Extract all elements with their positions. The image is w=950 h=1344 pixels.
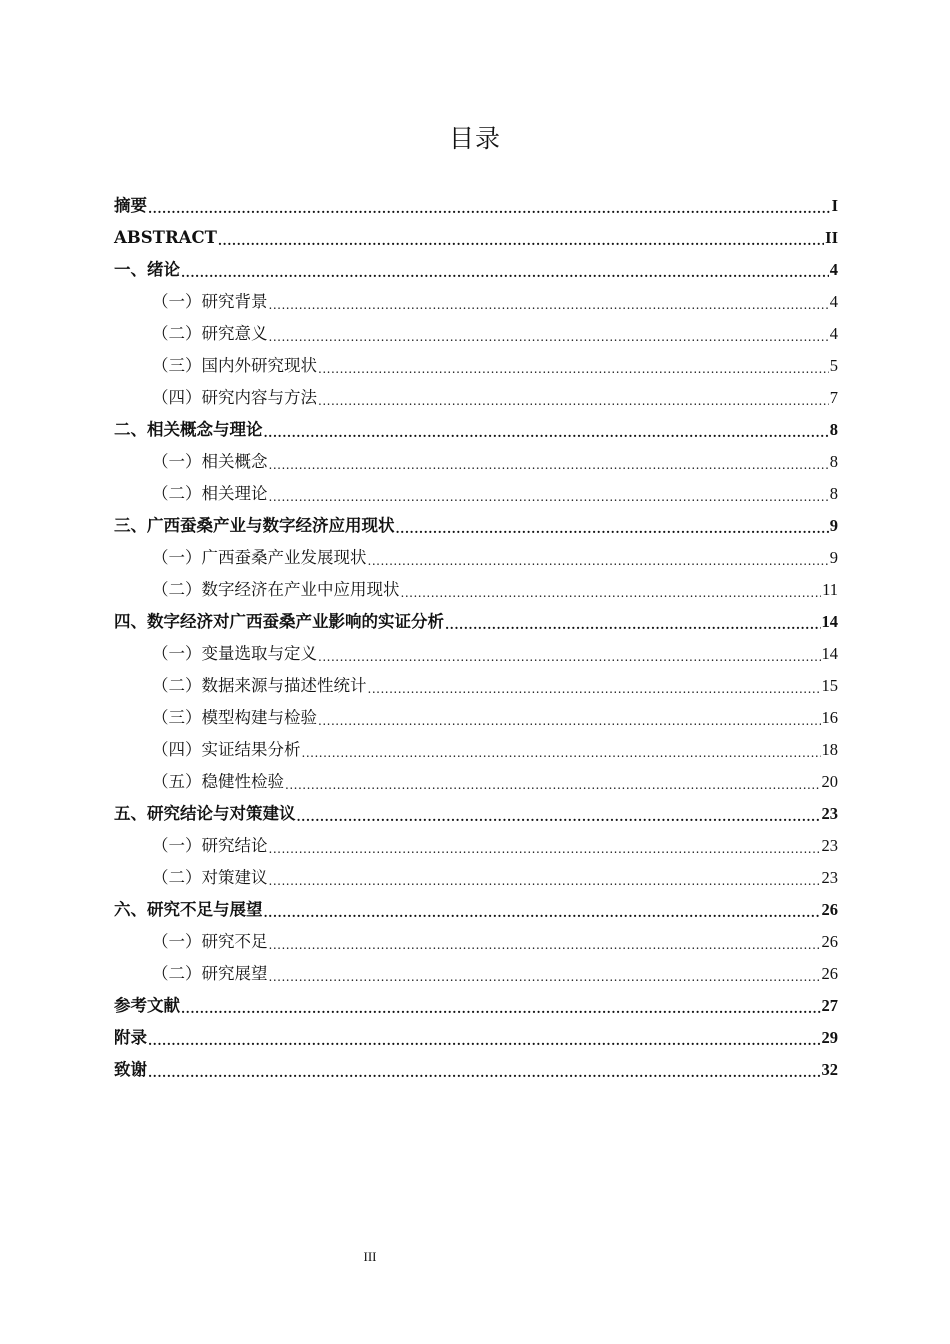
- dot-leader: [318, 353, 829, 385]
- toc-entry-title: （二）对策建议: [152, 868, 268, 887]
- toc-chapter-entry[interactable]: [114, 222, 838, 254]
- toc-section-entry[interactable]: [114, 318, 838, 350]
- toc-entry-page: 20: [821, 772, 838, 791]
- toc-section-entry[interactable]: [114, 286, 838, 318]
- toc-entry-page: 9: [829, 548, 838, 567]
- dot-leader: [445, 609, 821, 641]
- dot-leader: [269, 449, 829, 481]
- dot-leader: [269, 865, 821, 897]
- toc-entry-title: （二）相关理论: [152, 484, 268, 503]
- toc-entry-page: 11: [822, 580, 838, 599]
- dot-leader: [269, 833, 821, 865]
- toc-entry-page: 16: [821, 708, 838, 727]
- toc-entry-title: 六、研究不足与展望: [114, 900, 263, 919]
- toc-entry-title: （二）数据来源与描述性统计: [152, 676, 367, 695]
- toc-chapter-entry[interactable]: [114, 1022, 838, 1054]
- toc-entry-page: 23: [821, 804, 838, 823]
- dot-leader: [148, 1025, 821, 1057]
- dot-leader: [181, 993, 821, 1025]
- toc-entry-title: 二、相关概念与理论: [114, 420, 263, 439]
- dot-leader: [181, 257, 829, 289]
- toc-entry-title: （一）广西蚕桑产业发展现状: [152, 548, 367, 567]
- dot-leader: [269, 929, 821, 961]
- toc-chapter-entry[interactable]: [114, 990, 838, 1022]
- toc-entry-page: 4: [829, 260, 838, 279]
- toc-entry-page: 4: [829, 292, 838, 311]
- toc-entry-title: 一、绪论: [114, 260, 180, 279]
- dot-leader: [318, 705, 821, 737]
- toc-section-entry[interactable]: [114, 638, 838, 670]
- toc-entry-title: （三）国内外研究现状: [152, 356, 317, 375]
- toc-entry-page: 14: [821, 612, 838, 631]
- dot-leader: [148, 193, 831, 225]
- toc-section-entry[interactable]: [114, 382, 838, 414]
- toc-section-entry[interactable]: [114, 862, 838, 894]
- toc-entry-page: II: [825, 228, 838, 247]
- toc-section-entry[interactable]: [114, 350, 838, 382]
- toc-entry-page: 23: [821, 836, 838, 855]
- dot-leader: [318, 385, 829, 417]
- toc-entry-page: 8: [829, 452, 838, 471]
- toc-entry-title: （一）变量选取与定义: [152, 644, 317, 663]
- toc-entry-page: I: [831, 196, 838, 215]
- dot-leader: [401, 577, 822, 609]
- table-of-contents: [114, 190, 838, 1086]
- toc-entry-page: 27: [821, 996, 838, 1015]
- toc-entry-title: 三、广西蚕桑产业与数字经济应用现状: [114, 516, 395, 535]
- toc-entry-page: 4: [829, 324, 838, 343]
- toc-entry-title: 五、研究结论与对策建议: [114, 804, 296, 823]
- toc-section-entry[interactable]: [114, 958, 838, 990]
- toc-entry-title: （四）研究内容与方法: [152, 388, 317, 407]
- toc-chapter-entry[interactable]: [114, 414, 838, 446]
- toc-entry-title: （一）相关概念: [152, 452, 268, 471]
- dot-leader: [297, 801, 821, 833]
- toc-chapter-entry[interactable]: [114, 894, 838, 926]
- toc-entry-title: （二）研究意义: [152, 324, 268, 343]
- toc-chapter-entry[interactable]: [114, 798, 838, 830]
- toc-entry-title: （二）数字经济在产业中应用现状: [152, 580, 400, 599]
- dot-leader: [285, 769, 821, 801]
- dot-leader: [269, 289, 829, 321]
- toc-chapter-entry[interactable]: [114, 190, 838, 222]
- dot-leader: [148, 1057, 821, 1089]
- dot-leader: [264, 897, 821, 929]
- toc-entry-page: 15: [821, 676, 838, 695]
- toc-entry-title: （一）研究结论: [152, 836, 268, 855]
- dot-leader: [302, 737, 821, 769]
- toc-entry-page: 26: [821, 900, 838, 919]
- toc-entry-title: （二）研究展望: [152, 964, 268, 983]
- dot-leader: [368, 673, 821, 705]
- toc-entry-page: 14: [821, 644, 838, 663]
- dot-leader: [269, 321, 829, 353]
- toc-section-entry[interactable]: [114, 766, 838, 798]
- toc-entry-page: 9: [829, 516, 838, 535]
- toc-entry-title: 致谢: [114, 1060, 147, 1079]
- toc-entry-title: 四、数字经济对广西蚕桑产业影响的实证分析: [114, 612, 444, 631]
- toc-chapter-entry[interactable]: [114, 606, 838, 638]
- toc-chapter-entry[interactable]: [114, 1054, 838, 1086]
- dot-leader: [264, 417, 829, 449]
- toc-section-entry[interactable]: [114, 574, 838, 606]
- toc-section-entry[interactable]: [114, 542, 838, 574]
- toc-chapter-entry[interactable]: [114, 254, 838, 286]
- toc-section-entry[interactable]: [114, 478, 838, 510]
- toc-entry-title: ABSTRACT: [114, 228, 217, 247]
- page-number: III: [363, 1249, 377, 1264]
- toc-entry-title: 参考文献: [114, 996, 180, 1015]
- dot-leader: [396, 513, 829, 545]
- dot-leader: [218, 225, 824, 257]
- toc-section-entry[interactable]: [114, 830, 838, 862]
- dot-leader: [269, 961, 821, 993]
- toc-entry-title: （四）实证结果分析: [152, 740, 301, 759]
- dot-leader: [368, 545, 829, 577]
- toc-section-entry[interactable]: [114, 734, 838, 766]
- toc-entry-title: （五）稳健性检验: [152, 772, 284, 791]
- toc-section-entry[interactable]: [114, 670, 838, 702]
- toc-entry-page: 32: [821, 1060, 838, 1079]
- toc-section-entry[interactable]: [114, 702, 838, 734]
- toc-section-entry[interactable]: [114, 446, 838, 478]
- toc-section-entry[interactable]: [114, 926, 838, 958]
- toc-entry-page: 5: [829, 356, 838, 375]
- toc-entry-page: 29: [821, 1028, 838, 1047]
- dot-leader: [269, 481, 829, 513]
- toc-entry-page: 26: [821, 964, 838, 983]
- dot-leader: [318, 641, 821, 673]
- toc-entry-page: 26: [821, 932, 838, 951]
- toc-entry-title: （一）研究不足: [152, 932, 268, 951]
- toc-entry-page: 23: [821, 868, 838, 887]
- toc-entry-title: （三）模型构建与检验: [152, 708, 317, 727]
- toc-chapter-entry[interactable]: [114, 510, 838, 542]
- toc-entry-title: 摘要: [114, 196, 147, 215]
- toc-entry-page: 18: [821, 740, 838, 759]
- page-title: 目录: [448, 124, 501, 153]
- toc-entry-page: 7: [829, 388, 838, 407]
- toc-entry-title: （一）研究背景: [152, 292, 268, 311]
- toc-entry-page: 8: [829, 420, 838, 439]
- toc-entry-page: 8: [829, 484, 838, 503]
- toc-entry-title: 附录: [114, 1028, 147, 1047]
